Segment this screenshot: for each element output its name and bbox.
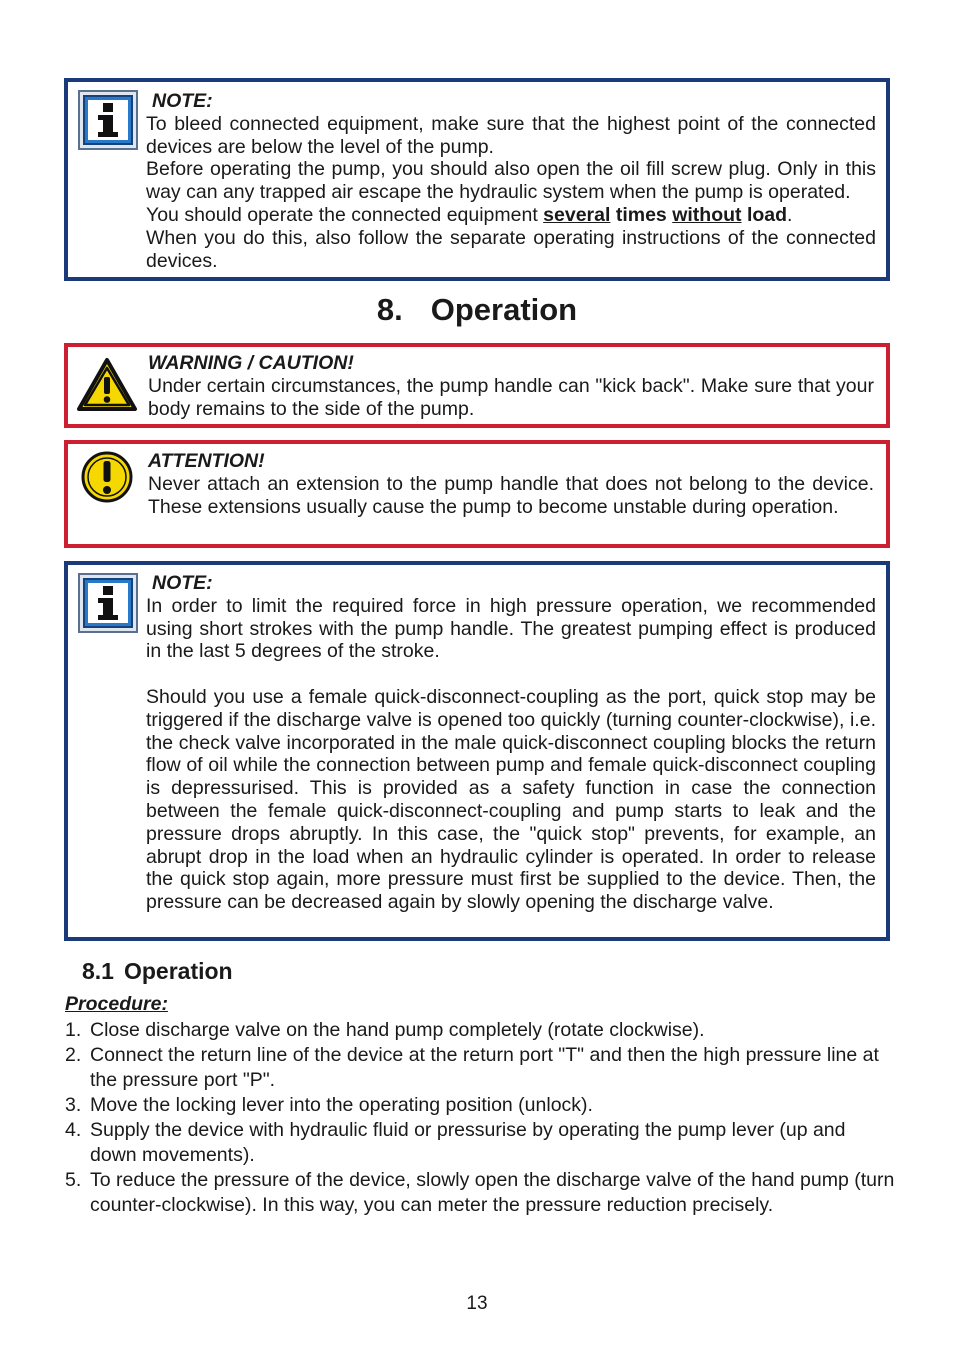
attention-paragraph: Never attach an extension to the pump handle that does not belong to the device. These extensions usually cause the pump to become unstable during operation. (148, 472, 874, 518)
attention-text (148, 450, 874, 518)
step-text: Connect the return line of the device at the return port "T" and then the high pressure line at the pressure port "P". (90, 1044, 879, 1091)
note-paragraph: When you do this, also follow the separate operating instructions of the connected devices. (146, 226, 876, 272)
warning-text (148, 352, 874, 420)
exclamation-circle-icon (80, 450, 134, 504)
step-number: 3. (65, 1094, 82, 1116)
note-text-run: . (787, 203, 793, 226)
note-paragraph (146, 204, 876, 227)
list-item (65, 1093, 895, 1118)
note-paragraph: Should you use a female quick-disconnect-coupling as the port, quick stop may be triggered if the discharge valve is opened too quickly (turning counter-clockwise), i.e. the check valve incorporated in the male quick-disconnect coupling blocks the return flow of oil while the connection between pump and female quick-disconnect coupling is depressurised. This is provided as a safety function in case the connection between the female quick-disconnect-coupling and pump starts to leak and the pressure drops abruptly. In this case, the "quick stop" prevents, for example, an abrupt drop in the load when an hydraulic cylinder is operated. In order to release the quick stop again, more pressure must first be supplied to the device. Then, the pressure can be decreased again by slowly opening the discharge valve. (146, 685, 876, 914)
procedure-label: Procedure: (65, 993, 168, 1015)
note-label: NOTE: (152, 90, 213, 112)
note-box-bleed (64, 78, 890, 281)
emphasis-times: times (615, 203, 667, 226)
step-number: 5. (65, 1169, 82, 1191)
subsection-heading (82, 958, 233, 985)
emphasis-load: load (746, 203, 788, 226)
subsection-number: 8.1 (82, 958, 114, 984)
section-number: 8. (376, 292, 403, 327)
note-text (146, 90, 876, 272)
emphasis-without: without (672, 203, 742, 226)
step-text: Move the locking lever into the operating position (unlock). (90, 1094, 593, 1116)
note-box-pressure (64, 561, 890, 941)
note-paragraph: In order to limit the required force in high pressure operation, we recommended using short strokes with the pump handle. The greatest pumping effect is produced in the last 5 degrees of the stroke. (146, 594, 876, 663)
note-text (146, 572, 876, 914)
section-title: Operation (430, 292, 578, 327)
page-number: 13 (466, 1293, 488, 1314)
info-icon (78, 90, 138, 150)
list-item (65, 1118, 895, 1168)
warning-box (64, 343, 890, 428)
warning-paragraph: Under certain circumstances, the pump handle can "kick back". Make sure that your body remains to the side of the pump. (148, 374, 874, 420)
note-label: NOTE: (152, 572, 213, 594)
procedure-steps (65, 1018, 895, 1218)
note-text-run: You should operate the connected equipment (146, 203, 544, 226)
step-number: 4. (65, 1119, 82, 1141)
step-number: 1. (65, 1019, 82, 1041)
list-item (65, 1168, 895, 1218)
subsection-title: Operation (123, 958, 233, 984)
section-heading (0, 292, 954, 328)
list-item (65, 1018, 895, 1043)
step-text: Supply the device with hydraulic fluid or pressurise by operating the pump lever (up and down movements). (90, 1119, 846, 1166)
step-number: 2. (65, 1044, 82, 1066)
step-text: Close discharge valve on the hand pump completely (rotate clockwise). (90, 1019, 705, 1041)
emphasis-several: several (543, 203, 611, 226)
list-item (65, 1043, 895, 1093)
note-paragraph: To bleed connected equipment, make sure that the highest point of the connected devices are below the level of the pump. (146, 112, 876, 158)
warning-triangle-icon (76, 357, 138, 413)
info-icon (78, 573, 138, 633)
attention-box (64, 440, 890, 548)
note-paragraph: Before operating the pump, you should also open the oil fill screw plug. Only in this way can any trapped air escape the hydraulic system when the pump is operated. (146, 158, 876, 204)
step-text: To reduce the pressure of the device, slowly open the discharge valve of the hand pump (turn counter-clockwise). In this way, you can meter the pressure reduction precisely. (90, 1169, 895, 1216)
attention-label: ATTENTION! (148, 450, 265, 472)
warning-label: WARNING / CAUTION! (148, 352, 354, 374)
